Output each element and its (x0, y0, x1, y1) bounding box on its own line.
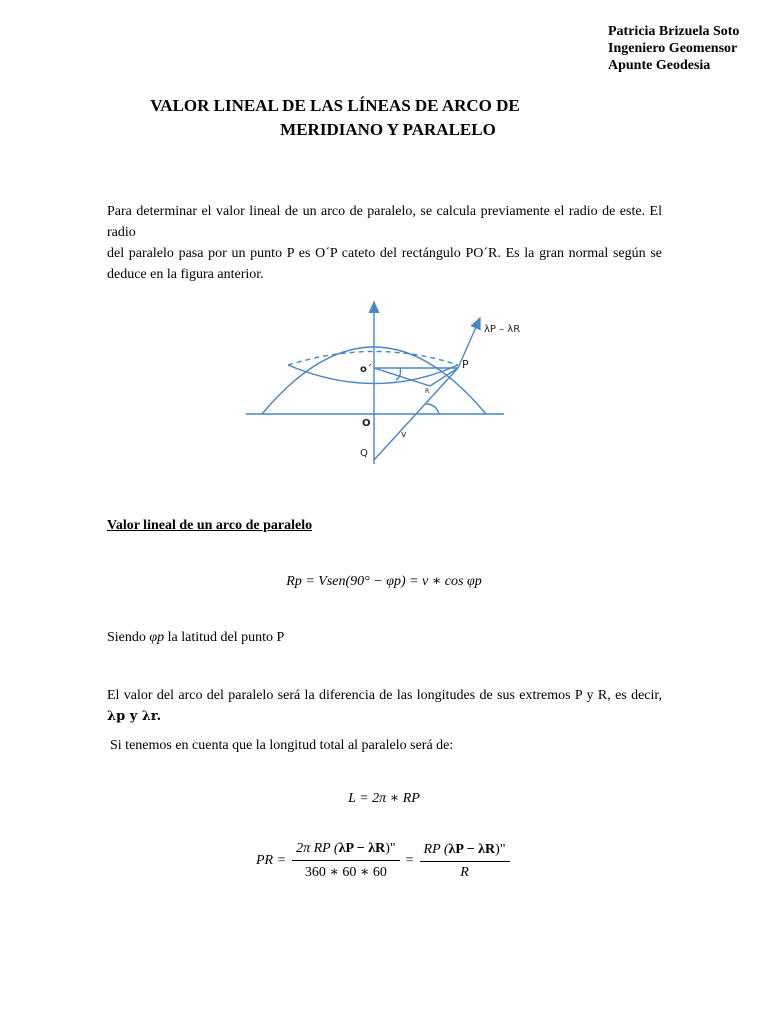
meridian-parallel-figure (240, 288, 540, 468)
fraction-1-num-c: )" (385, 841, 396, 856)
fraction-2-numerator (420, 842, 510, 862)
intro-line-1: Para determinar el valor lineal de un arco de paralelo, se calcula previamente el radio de este. El radio (107, 204, 662, 240)
fraction-2-denominator: R (460, 864, 469, 880)
fraction-2-num-a: RP ( (423, 841, 449, 857)
label-o-prime: o´ (360, 364, 372, 375)
document-title (0, 94, 690, 142)
intro-paragraph (107, 201, 662, 285)
equation-arc-length (256, 841, 516, 881)
label-lambda: λP – λR (484, 324, 521, 335)
arc-difference-line-2: λp y λr. (107, 709, 162, 724)
section-subheading: Valor lineal de un arco de paralelo (107, 518, 313, 533)
arc-difference-line-1: El valor del arco del paralelo será la diferencia de las longitudes de sus extremos P y R, es decir, (107, 688, 662, 703)
author-name: Patricia Brizuela Soto (608, 24, 740, 39)
fraction-2-num-b: λP − λR (448, 841, 496, 857)
arc-difference-paragraph (107, 685, 662, 727)
label-v: v (401, 430, 407, 440)
author-subject: Apunte Geodesia (608, 58, 711, 73)
latitude-note-post: la latitud del punto P (164, 630, 285, 645)
eq3-equals: = (405, 853, 414, 868)
label-r: R (425, 388, 430, 395)
label-o: O (362, 418, 371, 429)
equation-length: L = 2π ∗ RP (348, 791, 420, 806)
title-line-2: MERIDIANO Y PARALELO (280, 120, 496, 139)
eq3-lhs: PR = (256, 853, 287, 868)
latitude-symbol: φp (149, 630, 165, 645)
fraction-1-num-b: λP − λR (338, 841, 386, 856)
equation-radius: Rp = Vsen(90° − φp) = v ∗ cos φp (286, 574, 482, 589)
title-line-1: VALOR LINEAL DE LAS LÍNEAS DE ARCO DE (150, 96, 520, 115)
parallel-back (288, 352, 458, 366)
angle-arc-top (396, 368, 401, 380)
total-length-sentence: Si tenemos en cuenta que la longitud total al paralelo será de: (110, 738, 454, 753)
intro-line-3: deduce en la figura anterior. (107, 267, 264, 282)
fraction-2 (420, 842, 510, 881)
fraction-1-num-a: 2π RP ( (296, 841, 339, 856)
author-title: Ingeniero Geomensor (608, 41, 738, 56)
label-p: P (462, 358, 469, 371)
author-block (608, 23, 739, 74)
fraction-1-denominator: 360 ∗ 60 ∗ 60 (304, 865, 387, 880)
latitude-note (107, 630, 284, 646)
intro-line-2: del paralelo pasa por un punto P es O´P cateto del rectángulo PO´R. Es la gran normal según se (107, 246, 662, 261)
fraction-1 (292, 841, 400, 881)
angle-arc-bottom (426, 404, 439, 414)
fraction-1-numerator (292, 841, 400, 861)
label-q: Q (360, 448, 368, 459)
latitude-note-pre: Siendo (107, 630, 150, 645)
fraction-2-num-c: )" (495, 841, 506, 857)
